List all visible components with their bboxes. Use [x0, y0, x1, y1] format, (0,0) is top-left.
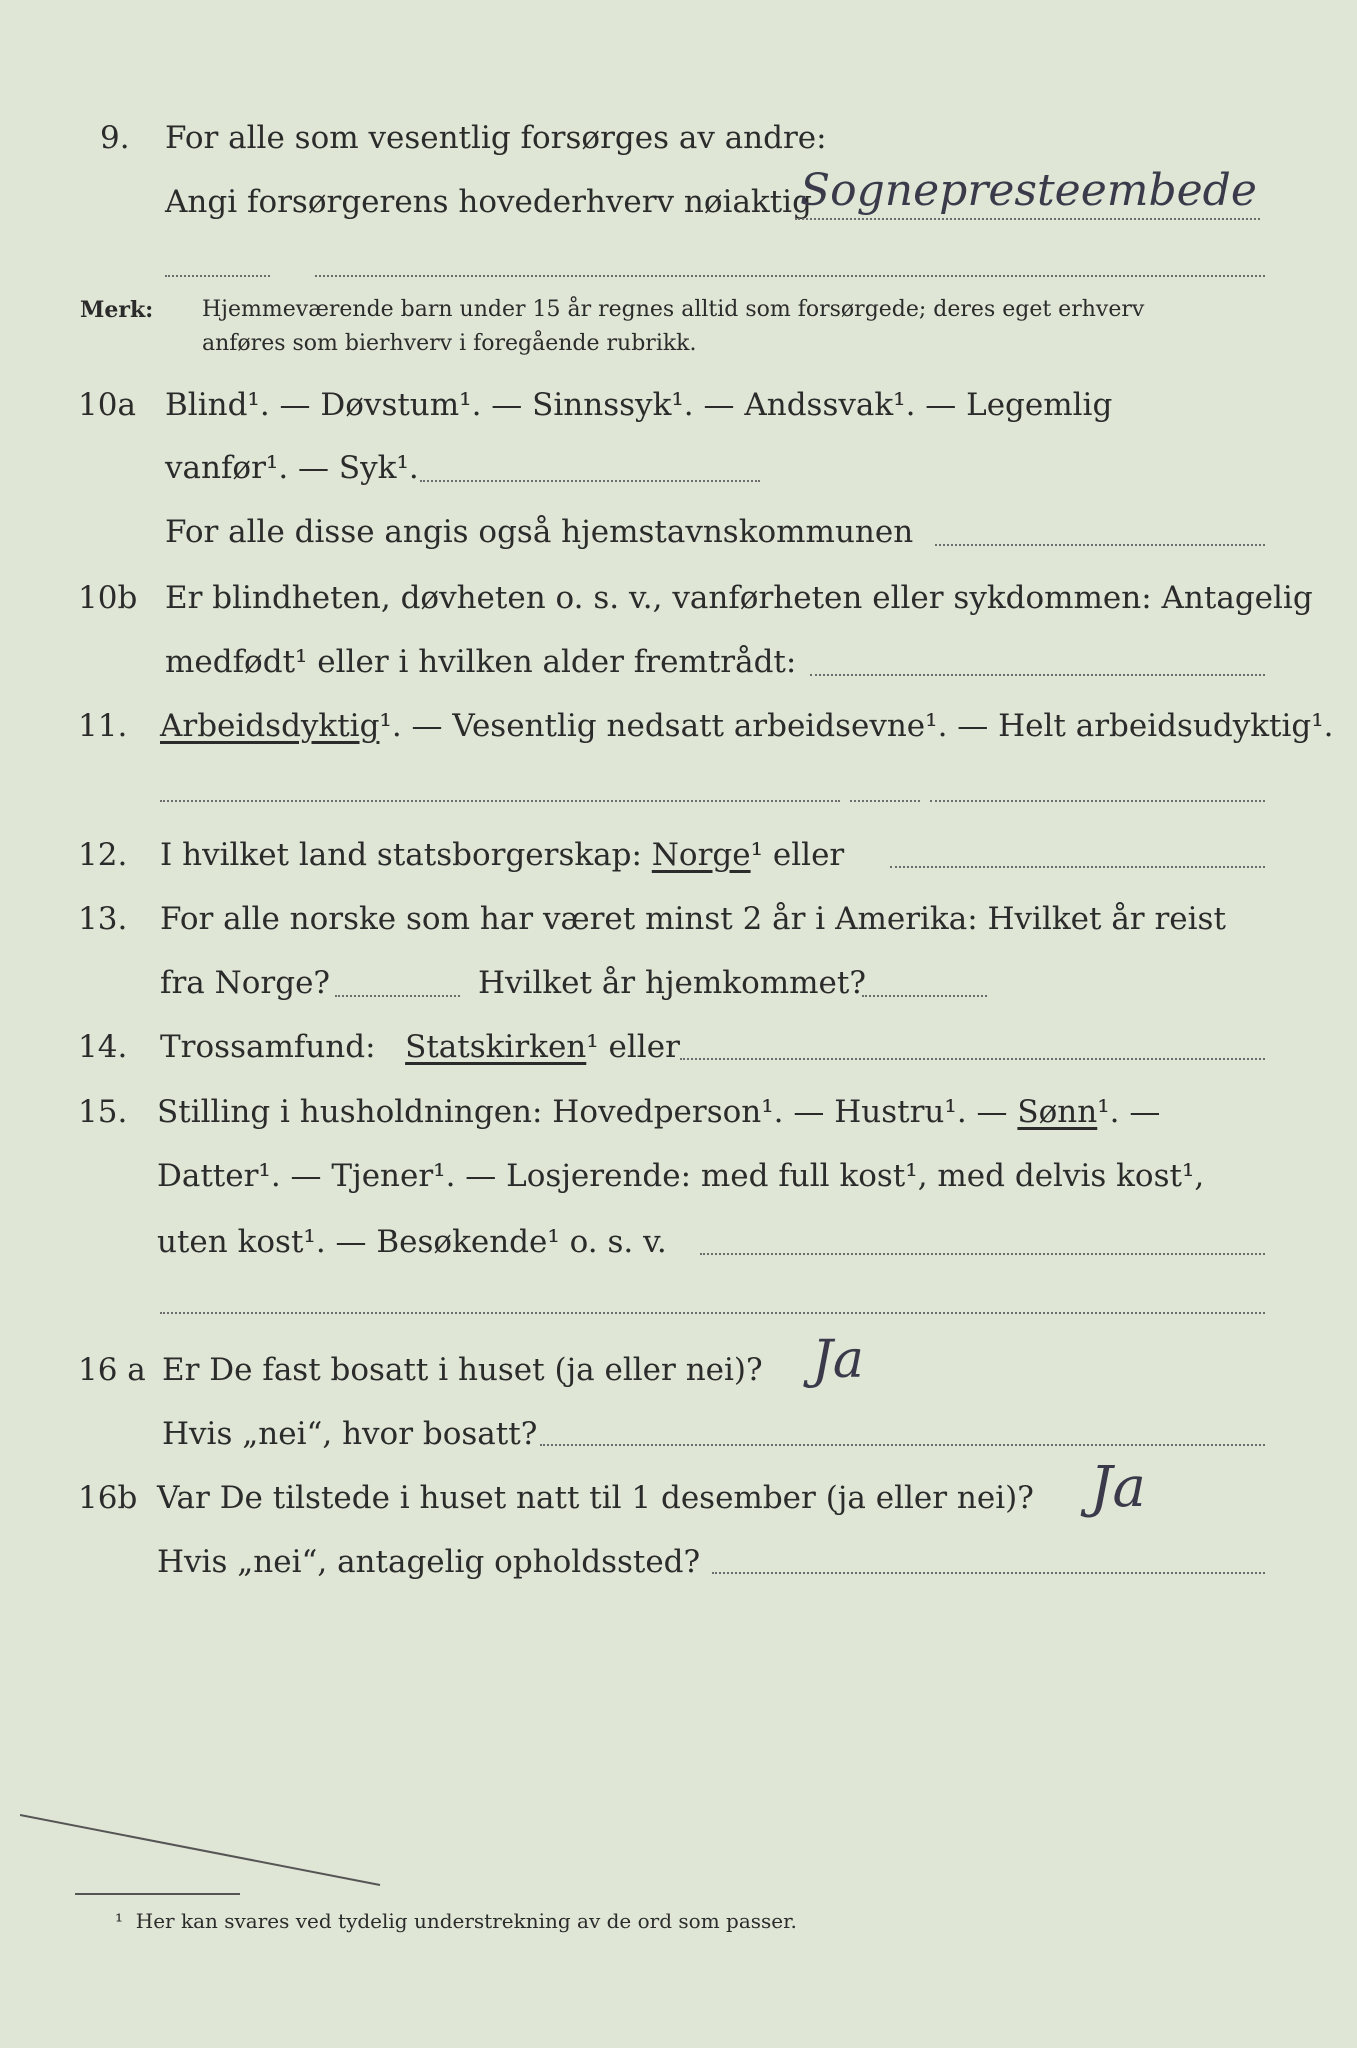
q9-handwritten-answer: Sognepresteembede [800, 165, 1257, 216]
q11-number: 11. [78, 708, 128, 744]
q15-underlined-answer: Sønn [1017, 1094, 1098, 1130]
q11-dotted-a [160, 800, 840, 802]
q10a-number: 10a [78, 387, 136, 423]
q12-number: 12. [78, 837, 128, 873]
footnote [115, 1908, 797, 1934]
q13-line2b: Hvilket år hjemkommet? [478, 965, 866, 1001]
q12-prefix: I hvilket land statsborgerskap: [160, 837, 642, 873]
q10a-line2-dotted [420, 480, 760, 482]
q15-number: 15. [78, 1094, 128, 1130]
q15-line1 [157, 1092, 1160, 1132]
q12-line [160, 835, 844, 875]
q15-line3: uten kost¹. — Besøkende¹ o. s. v. [157, 1224, 667, 1260]
q16a-dotted [540, 1444, 1265, 1446]
footnote-text: Her kan svares ved tydelig understrekning av de ord som passer. [135, 1909, 797, 1933]
q16b-number: 16b [78, 1480, 138, 1516]
q15-line2: Datter¹. — Tjener¹. — Losjerende: med full kost¹, med delvis kost¹, [157, 1158, 1205, 1194]
q14-number: 14. [78, 1029, 128, 1065]
q16a-number: 16 a [78, 1352, 146, 1388]
merk-line2: anføres som bierhverv i foregående rubrikk. [202, 331, 697, 356]
q14-underlined-answer: Statskirken [405, 1029, 587, 1065]
q11-line [160, 706, 1334, 746]
q9-dotted-line-a [165, 275, 270, 277]
q9-dotted-line-b [315, 275, 1265, 277]
q11-dotted-b [850, 800, 920, 802]
q12-suffix: ¹ eller [750, 837, 845, 873]
q11-dotted-c [930, 800, 1265, 802]
q14-dotted [680, 1058, 1265, 1060]
q12-underlined-answer: Norge [651, 837, 751, 873]
q14-suffix: ¹ eller [586, 1029, 680, 1065]
q16b-line1: Var De tilstede i huset natt til 1 desember (ja eller nei)? [157, 1480, 1034, 1516]
q16a-line2: Hvis „nei“, hvor bosatt? [162, 1416, 538, 1452]
q9-answer-dotted-line [795, 218, 1260, 220]
stray-pencil-mark [20, 1805, 400, 1895]
q10a-line3: For alle disse angis også hjemstavnskommunen [165, 514, 914, 550]
q14-prefix: Trossamfund: [160, 1029, 376, 1065]
q10b-line1: Er blindheten, døvheten o. s. v., vanførheten eller sykdommen: Antagelig [165, 580, 1313, 616]
q10a-line1: Blind¹. — Døvstum¹. — Sinnssyk¹. — Andssvak¹. — Legemlig [165, 387, 1113, 423]
q16b-handwritten-answer: Ja [1090, 1455, 1146, 1520]
q12-dotted [890, 866, 1265, 868]
footnote-mark: ¹ [115, 1909, 124, 1933]
q13-dotted-b [862, 995, 987, 997]
q13-line2a: fra Norge? [160, 965, 331, 1001]
q15-line1b: ¹. — [1097, 1094, 1161, 1130]
q10a-line2: vanfør¹. — Syk¹. [165, 450, 419, 486]
merk-line1: Hjemmeværende barn under 15 år regnes alltid som forsørgede; deres eget erhverv [202, 297, 1145, 322]
q10b-number: 10b [78, 580, 138, 616]
merk-label: Merk: [80, 297, 154, 323]
q9-line2: Angi forsørgerens hovederhverv nøiaktig [165, 184, 812, 220]
q9-line1: For alle som vesentlig forsørges av andre: [165, 120, 827, 156]
q10b-dotted [810, 674, 1265, 676]
q11-underlined-answer: Arbeidsdyktig [160, 708, 380, 744]
q16a-handwritten-answer: Ja [812, 1330, 864, 1390]
q16a-line1: Er De fast bosatt i huset (ja eller nei)? [162, 1352, 763, 1388]
q9-number: 9. [100, 120, 130, 156]
q11-rest: ¹. — Vesentlig nedsatt arbeidsevne¹. — Helt arbeidsudyktig¹. [379, 708, 1334, 744]
q15-dotted-2 [160, 1312, 1265, 1314]
q15-dotted [700, 1253, 1265, 1255]
q10b-line2: medfødt¹ eller i hvilken alder fremtrådt: [165, 644, 797, 680]
q13-line1: For alle norske som har været minst 2 år i Amerika: Hvilket år reist [160, 901, 1226, 937]
q14-line [160, 1027, 680, 1067]
q13-dotted-a [335, 995, 460, 997]
q10a-line3-dotted [935, 544, 1265, 546]
q15-line1a: Stilling i husholdningen: Hovedperson¹. — Hustru¹. — [157, 1094, 1008, 1130]
q13-number: 13. [78, 901, 128, 937]
q16b-line2: Hvis „nei“, antagelig opholdssted? [157, 1544, 701, 1580]
q16b-dotted [712, 1572, 1265, 1574]
footnote-rule [75, 1893, 240, 1895]
